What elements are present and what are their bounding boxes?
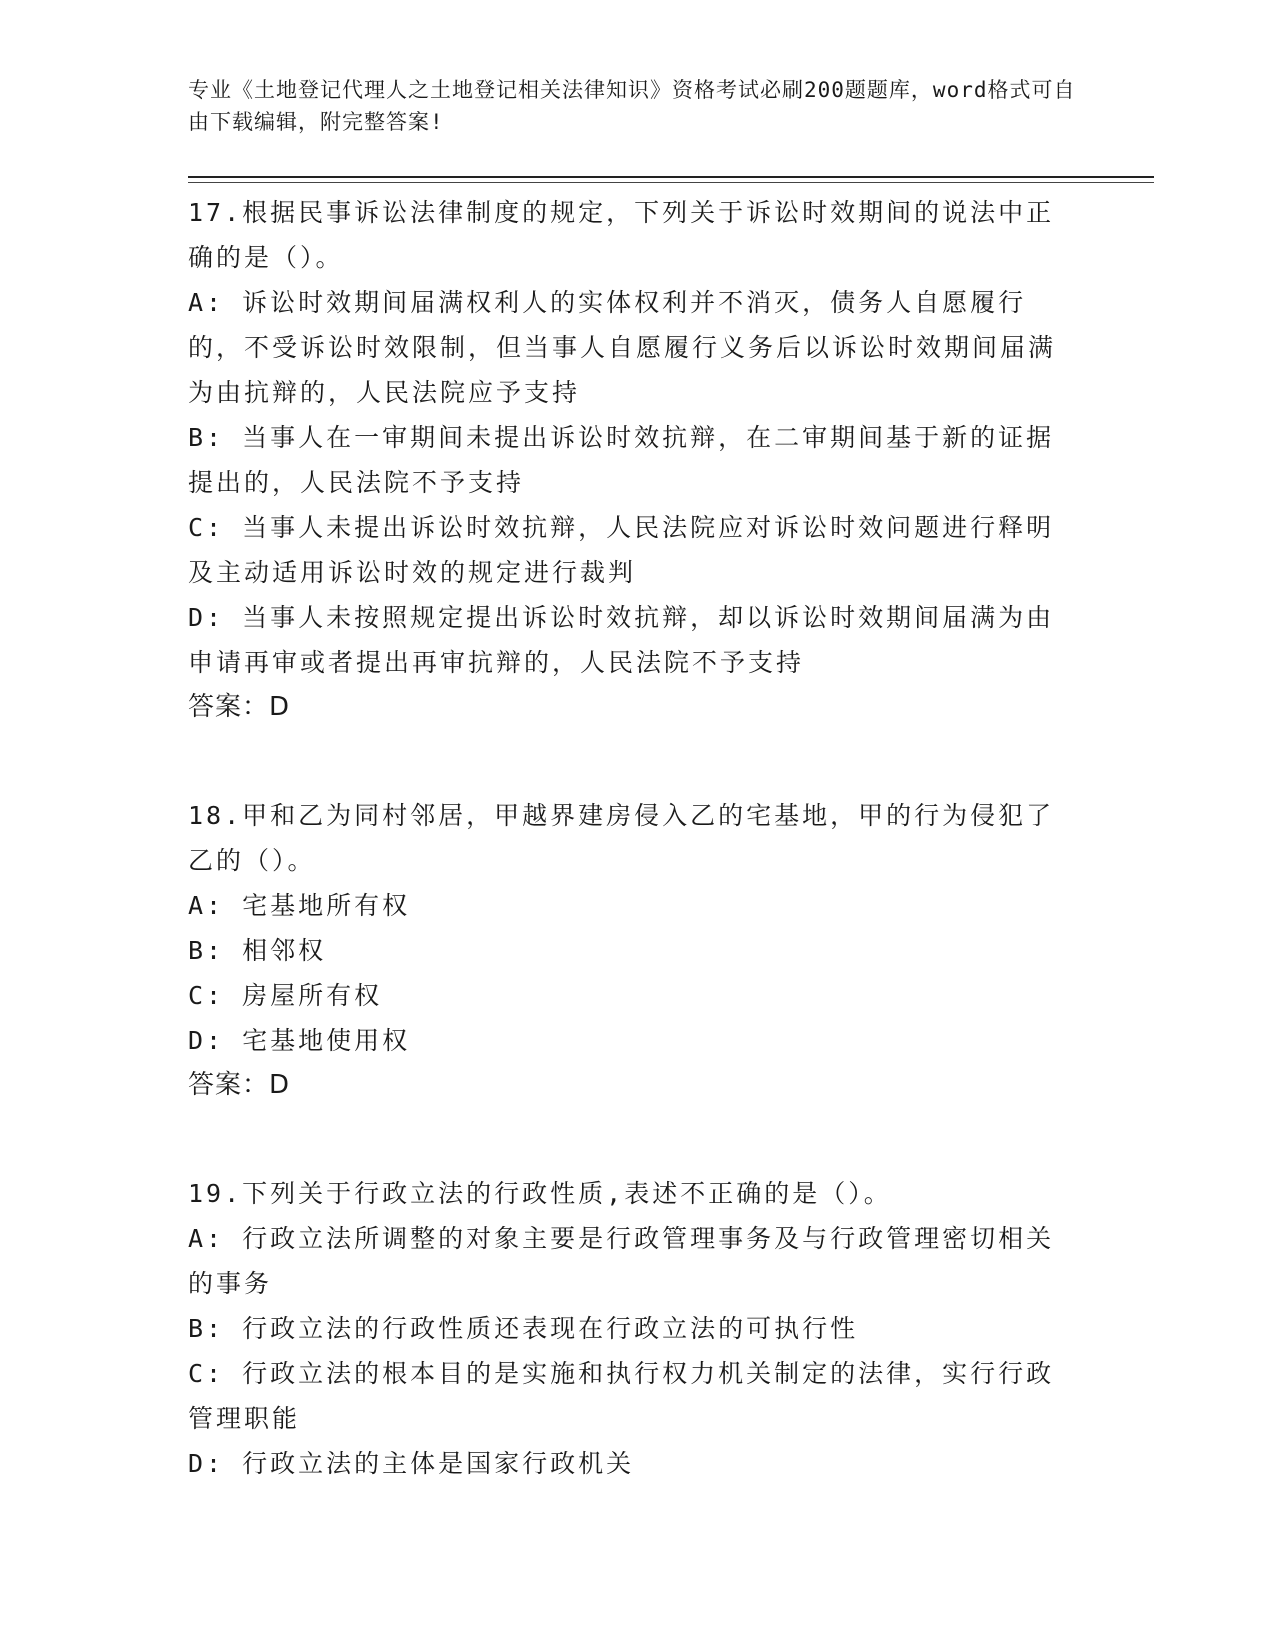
option-c: C: 当事人未提出诉讼时效抗辩，人民法院应对诉讼时效问题进行释明及主动适用诉讼时效的规定进行裁判 [188,513,1055,587]
option-b: B: 相邻权 [188,936,327,965]
option-b: B: 当事人在一审期间未提出诉讼时效抗辩，在二审期间基于新的证据提出的，人民法院不予支持 [188,423,1055,497]
option-c: C: 行政立法的根本目的是实施和执行权力机关制定的法律，实行行政管理职能 [188,1359,1055,1433]
question-stem: 17.根据民事诉讼法律制度的规定，下列关于诉讼时效期间的说法中正确的是（）。 [188,198,1055,272]
option-d: D: 宅基地使用权 [188,1026,411,1055]
option-b: B: 行政立法的行政性质还表现在行政立法的可执行性 [188,1314,859,1343]
question-spacer [188,730,1078,793]
option-c: C: 房屋所有权 [188,981,383,1010]
question-19 [188,1171,1078,1486]
question-stem: 18.甲和乙为同村邻居，甲越界建房侵入乙的宅基地，甲的行为侵犯了乙的（）。 [188,801,1055,875]
option-d: D: 当事人未按照规定提出诉讼时效抗辩，却以诉讼时效期间届满为由申请再审或者提出再审抗辩的，人民法院不予支持 [188,603,1055,677]
question-18 [188,793,1078,1108]
question-17 [188,190,1078,730]
question-stem: 19.下列关于行政立法的行政性质,表述不正确的是（）。 [188,1179,892,1208]
header-divider-thick [188,176,1154,178]
answer-line: 答案：D [188,692,291,722]
question-list [188,190,1078,1486]
option-a: A: 诉讼时效期间届满权利人的实体权利并不消灭，债务人自愿履行的，不受诉讼时效限制，但当事人自愿履行义务后以诉讼时效期间届满为由抗辩的，人民法院应予支持 [188,288,1057,407]
option-d: D: 行政立法的主体是国家行政机关 [188,1449,635,1478]
answer-line: 答案：D [188,1070,291,1100]
question-spacer [188,1108,1078,1171]
header-divider-thin [188,182,1154,183]
document-header: 专业《土地登记代理人之土地登记相关法律知识》资格考试必刷200题题库，word格式可自由下载编辑，附完整答案! [188,78,1076,134]
option-a: A: 宅基地所有权 [188,891,411,920]
option-a: A: 行政立法所调整的对象主要是行政管理事务及与行政管理密切相关的事务 [188,1224,1055,1298]
